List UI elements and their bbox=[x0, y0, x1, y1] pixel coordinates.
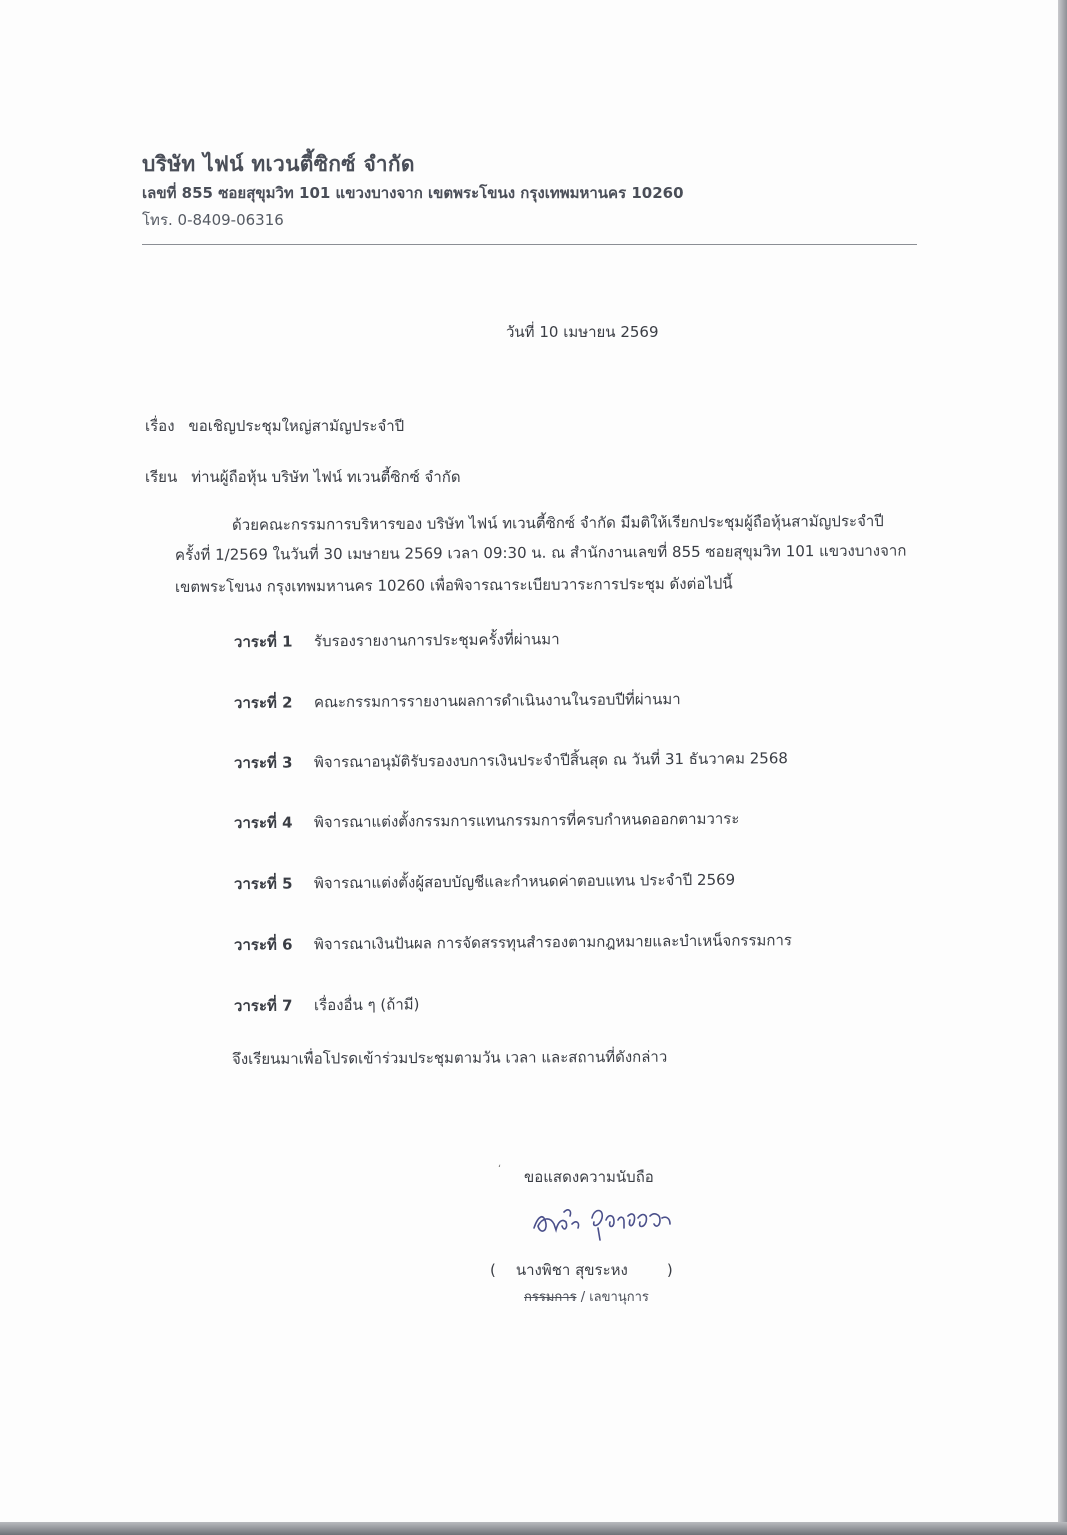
subject-value: ขอเชิญประชุมใหญ่สามัญประจำปี bbox=[188, 417, 405, 435]
recipient-row bbox=[145, 465, 461, 489]
company-phone: โทร. 0-8409-06316 bbox=[142, 211, 284, 229]
paper-edge-right bbox=[1058, 0, 1067, 1535]
recipient-label: เรียน bbox=[145, 468, 178, 486]
signer-title bbox=[524, 1286, 649, 1307]
agenda-text: เรื่องอื่น ๆ (ถ้ามี) bbox=[313, 995, 420, 1015]
subject-label: เรื่อง bbox=[145, 417, 175, 435]
agenda-item-1 bbox=[234, 627, 560, 654]
subject-row bbox=[145, 414, 404, 438]
recipient-value: ท่านผู้ถือหุ้น บริษัท ไฟน์ ทเวนตี้ซิกซ์ จำกัด bbox=[191, 468, 461, 486]
paren-close: ) bbox=[666, 1261, 673, 1279]
ink-mark: ʻ bbox=[498, 1164, 502, 1175]
closing-line: จึงเรียนมาเพื่อโปรดเข้าร่วมประชุมตามวัน เวลา และสถานที่ดังกล่าว bbox=[231, 1047, 668, 1068]
agenda-text: พิจารณาแต่งตั้งกรรมการแทนกรรมการที่ครบกำหนดออกตามวาระ bbox=[313, 809, 740, 832]
agenda-text: รับรองรายงานการประชุมครั้งที่ผ่านมา bbox=[313, 630, 560, 651]
agenda-item-7 bbox=[234, 992, 420, 1018]
agenda-item-4 bbox=[234, 807, 740, 835]
agenda-text: คณะกรรมการรายงานผลการดำเนินงานในรอบปีที่ผ่านมา bbox=[313, 690, 681, 712]
company-name: บริษัท ไฟน์ ทเวนตี้ซิกซ์ จำกัด bbox=[142, 152, 415, 176]
signature-image bbox=[528, 1198, 678, 1248]
header-divider bbox=[142, 244, 917, 245]
agenda-label: วาระที่ 6 bbox=[233, 935, 293, 954]
agenda-label: วาระที่ 2 bbox=[233, 693, 293, 712]
paper-edge-bottom bbox=[0, 1522, 1067, 1535]
agenda-label: วาระที่ 1 bbox=[233, 632, 293, 651]
signer-name: นางพิชา สุขระหง bbox=[515, 1261, 628, 1279]
agenda-label: วาระที่ 4 bbox=[233, 813, 293, 832]
agenda-text: พิจารณาอนุมัติรับรองงบการเงินประจำปีสิ้นสุด ณ วันที่ 31 ธันวาคม 2568 bbox=[313, 749, 788, 772]
agenda-item-6 bbox=[234, 928, 792, 957]
agenda-label: วาระที่ 7 bbox=[233, 996, 293, 1015]
document-date: วันที่ 10 เมษายน 2569 bbox=[506, 323, 659, 341]
agenda-item-3 bbox=[234, 746, 788, 775]
agenda-text: พิจารณาเงินปันผล การจัดสรรทุนสำรองตามกฎหมายและบำเหน็จกรรมการ bbox=[313, 931, 793, 954]
company-address: เลขที่ 855 ซอยสุขุมวิท 101 แขวงบางจาก เขตพระโขนง กรุงเทพมหานคร 10260 bbox=[142, 184, 684, 202]
struck-title: กรรมการ bbox=[524, 1290, 577, 1305]
agenda-label: วาระที่ 3 bbox=[233, 753, 293, 772]
agenda-item-2 bbox=[234, 687, 681, 715]
paren-open: ( bbox=[490, 1261, 496, 1279]
agenda-item-5 bbox=[234, 868, 735, 896]
body-paragraph-line: ด้วยคณะกรรมการบริหารของ บริษัท ไฟน์ ทเวนตี้ซิกซ์ จำกัด มีมติให้เรียกประชุมผู้ถือหุ้นสามัญประจำปี bbox=[231, 512, 884, 534]
signer-name-row bbox=[490, 1258, 673, 1282]
agenda-text: พิจารณาแต่งตั้งผู้สอบบัญชีและกำหนดค่าตอบแทน ประจำปี 2569 bbox=[313, 870, 736, 893]
agenda-label: วาระที่ 5 bbox=[233, 874, 293, 893]
secretary-title: เลขานุการ bbox=[589, 1290, 649, 1305]
regards-text: ขอแสดงความนับถือ bbox=[524, 1168, 654, 1186]
body-paragraph-line: เขตพระโขนง กรุงเทพมหานคร 10260 เพื่อพิจารณาระเบียบวาระการประชุม ดังต่อไปนี้ bbox=[174, 574, 733, 596]
title-separator: / bbox=[576, 1290, 590, 1305]
body-paragraph-line: ครั้งที่ 1/2569 ในวันที่ 30 เมษายน 2569 เวลา 09:30 น. ณ สำนักงานเลขที่ 855 ซอยสุขุมวิท 101 แขวงบางจาก bbox=[174, 541, 907, 564]
